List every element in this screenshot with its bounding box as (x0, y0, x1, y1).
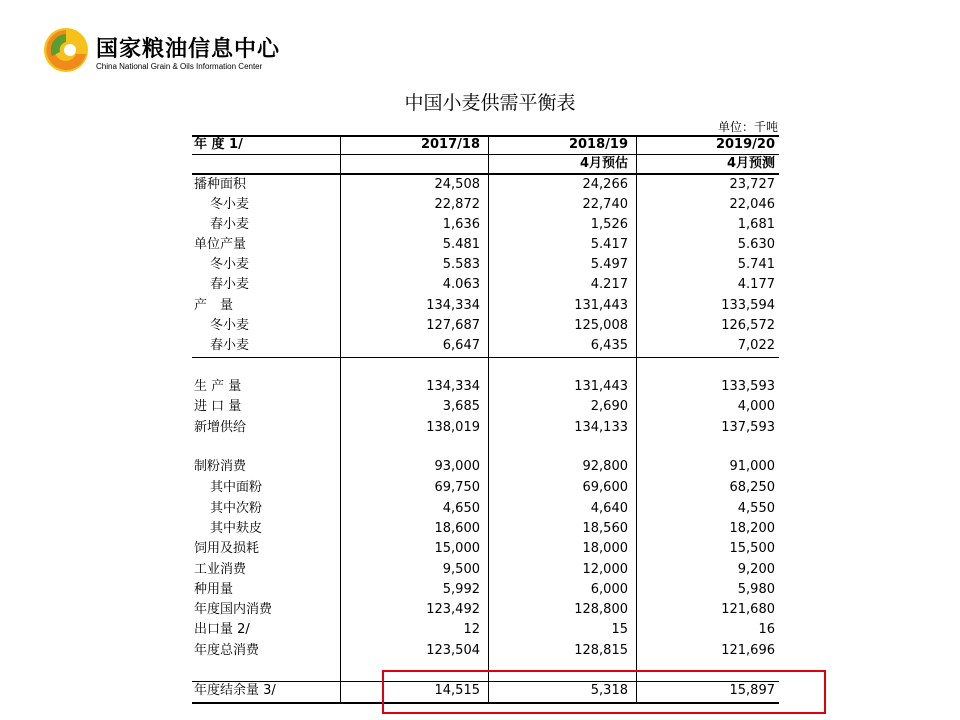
row-label: 种用量 (194, 582, 234, 597)
row-value: 131,443 (574, 379, 628, 394)
row-label: 新增供给 (194, 420, 247, 435)
row-value: 123,504 (426, 643, 480, 658)
row-value: 22,740 (582, 197, 628, 212)
row-value: 22,046 (729, 197, 775, 212)
row-label: 春小麦 (210, 217, 250, 232)
row-label: 生 产 量 (194, 379, 242, 394)
row-value: 92,800 (582, 459, 628, 474)
row-label: 单位产量 (194, 237, 247, 252)
row-label: 其中面粉 (210, 480, 263, 495)
row-value: 9,200 (737, 562, 775, 577)
row-value: 4.217 (590, 277, 628, 292)
row-value: 5.630 (737, 237, 775, 252)
row-label: 冬小麦 (210, 257, 250, 272)
row-value: 5.497 (590, 257, 628, 272)
row-value: 137,593 (721, 420, 775, 435)
row-label: 进 口 量 (194, 399, 242, 414)
header-year: 2018/19 (568, 137, 628, 152)
row-value: 127,687 (426, 318, 480, 333)
row-value: 6,647 (442, 338, 480, 353)
row-value: 15 (611, 622, 628, 637)
row-value: 24,266 (582, 177, 628, 192)
row-value: 18,000 (582, 541, 628, 556)
row-value: 128,815 (574, 643, 628, 658)
row-value: 18,600 (434, 521, 480, 536)
row-label: 春小麦 (210, 338, 250, 353)
row-value: 1,681 (737, 217, 775, 232)
row-label: 制粉消费 (194, 459, 247, 474)
page-title: 中国小麦供需平衡表 (404, 92, 576, 114)
row-value: 12,000 (582, 562, 628, 577)
row-value: 12 (463, 622, 480, 637)
row-value: 3,685 (442, 399, 480, 414)
row-value: 4,000 (737, 399, 775, 414)
row-value: 128,800 (574, 602, 628, 617)
row-value: 4,550 (737, 501, 775, 516)
row-label: 饲用及损耗 (194, 541, 260, 556)
row-value: 6,000 (590, 582, 628, 597)
row-value: 1,636 (442, 217, 480, 232)
row-label: 播种面积 (194, 177, 247, 192)
row-value: 4.063 (442, 277, 480, 292)
row-label: 产 量 (194, 298, 234, 313)
row-value: 5.741 (737, 257, 775, 272)
row-value: 91,000 (729, 459, 775, 474)
header-note: 4月预测 (726, 156, 775, 171)
row-value: 23,727 (729, 177, 775, 192)
row-value: 134,334 (426, 379, 480, 394)
header-note: 4月预估 (579, 156, 628, 171)
row-value: 5.583 (442, 257, 480, 272)
row-value: 133,593 (721, 379, 775, 394)
row-label: 工业消费 (194, 562, 247, 577)
row-value: 93,000 (434, 459, 480, 474)
row-value: 15,000 (434, 541, 480, 556)
row-value: 16 (758, 622, 775, 637)
row-label: 春小麦 (210, 277, 250, 292)
row-value: 4,650 (442, 501, 480, 516)
row-value: 69,750 (434, 480, 480, 495)
row-value: 6,435 (590, 338, 628, 353)
row-value: 24,508 (434, 177, 480, 192)
row-value: 1,526 (590, 217, 628, 232)
row-value: 5,318 (590, 683, 628, 698)
row-value: 7,022 (737, 338, 775, 353)
row-value: 18,560 (582, 521, 628, 536)
row-label: 冬小麦 (210, 197, 250, 212)
row-value: 2,690 (590, 399, 628, 414)
row-value: 14,515 (434, 683, 480, 698)
row-value: 18,200 (729, 521, 775, 536)
header-year: 2019/20 (715, 137, 775, 152)
row-label: 其中次粉 (210, 501, 263, 516)
row-label: 其中麸皮 (210, 521, 263, 536)
row-label: 年度结余量 3/ (194, 683, 276, 698)
row-label: 年度总消费 (194, 643, 260, 658)
row-value: 133,594 (721, 298, 775, 313)
row-value: 138,019 (426, 420, 480, 435)
wheat-balance-table (192, 135, 779, 705)
row-value: 4.177 (737, 277, 775, 292)
header-year-label: 年 度 1/ (194, 137, 243, 152)
row-value: 126,572 (721, 318, 775, 333)
grain-logo-icon (42, 26, 90, 74)
row-value: 9,500 (442, 562, 480, 577)
row-value: 5,992 (442, 582, 480, 597)
section-rule (192, 357, 779, 358)
row-value: 15,897 (729, 683, 775, 698)
logo-english-name: China National Grain & Oils Information Center (96, 62, 263, 71)
row-value: 123,492 (426, 602, 480, 617)
logo-chinese-name: 国家粮油信息中心 (96, 36, 281, 62)
unit-label: 单位：千吨 (717, 120, 778, 134)
row-value: 121,680 (721, 602, 775, 617)
row-label: 年度国内消费 (194, 602, 273, 617)
row-value: 5,980 (737, 582, 775, 597)
row-value: 22,872 (434, 197, 480, 212)
row-value: 15,500 (729, 541, 775, 556)
row-value: 68,250 (729, 480, 775, 495)
row-label: 冬小麦 (210, 318, 250, 333)
row-label: 出口量 2/ (194, 622, 250, 637)
row-value: 121,696 (721, 643, 775, 658)
row-value: 4,640 (590, 501, 628, 516)
row-value: 131,443 (574, 298, 628, 313)
row-value: 125,008 (574, 318, 628, 333)
row-value: 134,133 (574, 420, 628, 435)
row-value: 69,600 (582, 480, 628, 495)
row-value: 5.481 (442, 237, 480, 252)
row-value: 5.417 (590, 237, 628, 252)
header-year: 2017/18 (420, 137, 480, 152)
logo (42, 26, 292, 76)
ending-stocks-highlight (382, 670, 826, 714)
row-value: 134,334 (426, 298, 480, 313)
